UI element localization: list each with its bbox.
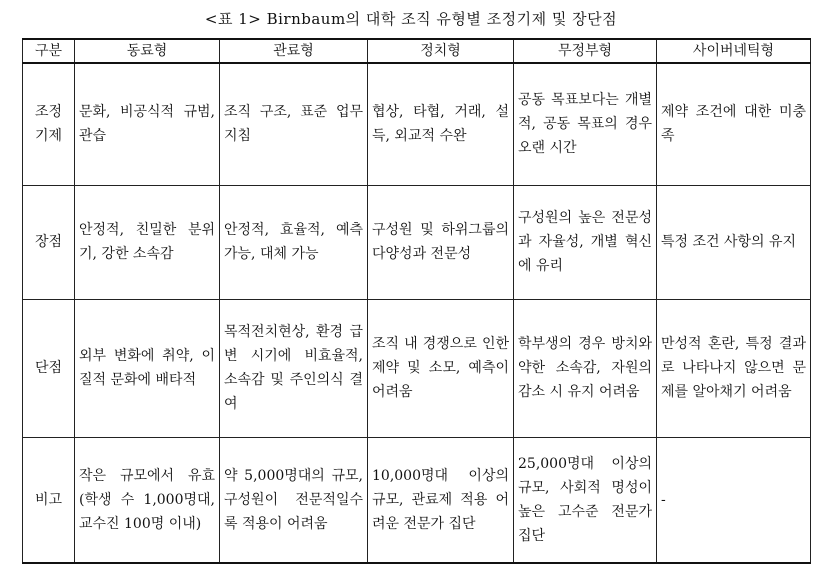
cell-text: 10,000명대 이상의 규모, 관료제 적용 어려운 전문가 집단 — [372, 467, 509, 532]
table-row — [23, 185, 811, 299]
row-header-weaknesses — [23, 299, 75, 437]
cell-text: 조직 구조, 표준 업무지침 — [224, 104, 363, 145]
table-cell — [657, 437, 811, 563]
cell-text: 안정적, 효율적, 예측 가능, 대체 가능 — [224, 222, 363, 262]
table-cell — [657, 299, 811, 437]
cell-text: 약 5,000명대의 규모, 구성원이 전문적일수록 적용이 어려움 — [224, 467, 363, 532]
cell-text: 조직 내 경쟁으로 인한 제약 및 소모, 예측이 어려움 — [372, 336, 509, 400]
table-cell — [514, 437, 657, 563]
table-row — [23, 63, 811, 185]
table-cell — [368, 185, 514, 299]
table-cell — [75, 299, 220, 437]
table-caption: <표 1> Birnbaum의 대학 조직 유형별 조정기제 및 장단점 — [204, 10, 618, 28]
row-header-remarks — [23, 437, 75, 563]
cell-text: 구성원 및 하위그룹의 다양성과 전문성 — [372, 222, 509, 262]
cell-text: 외부 변화에 취약, 이질적 문화에 배타적 — [79, 348, 215, 388]
cell-text: 문화, 비공식적 규범, 관습 — [79, 104, 215, 145]
table-cell — [514, 185, 657, 299]
row-label: 비고 — [34, 491, 63, 508]
cell-text: 협상, 타협, 거래, 설득, 외교적 수완 — [372, 104, 509, 145]
row-label: 장점 — [34, 234, 63, 250]
row-label: 조정 기제 — [34, 104, 63, 145]
table-row — [23, 437, 811, 563]
column-header-anarchical: 무정부형 — [514, 39, 657, 63]
table-cell — [220, 437, 368, 563]
table-cell — [75, 185, 220, 299]
column-header-political: 정치형 — [368, 39, 514, 63]
table-cell — [220, 185, 368, 299]
table-cell — [368, 63, 514, 185]
table-cell — [75, 437, 220, 563]
column-header-bureaucratic: 관료형 — [220, 39, 368, 63]
table-cell — [220, 299, 368, 437]
cell-text: 만성적 혼란, 특정 결과로 나타나지 않으면 문제를 알아채기 어려움 — [661, 336, 806, 400]
cell-text: 특정 조건 사항의 유지 — [661, 234, 797, 250]
row-header-strengths — [23, 185, 75, 299]
table-cell — [220, 63, 368, 185]
cell-text: 제약 조건에 대한 미충족 — [661, 104, 806, 145]
row-header-coordination — [23, 63, 75, 185]
table-cell — [657, 63, 811, 185]
column-header-cybernetic: 사이버네틱형 — [657, 39, 811, 63]
cell-text: 작은 규모에서 유효(학생 수 1,000명대, 교수진 100명 이내) — [79, 467, 215, 532]
table-row — [23, 299, 811, 437]
cell-text: - — [661, 491, 666, 508]
cell-text: 구성원의 높은 전문성과 자율성, 개별 혁신에 유리 — [518, 210, 652, 274]
column-header-category: 구분 — [23, 39, 75, 63]
cell-text: 목적전치현상, 환경 급변 시기에 비효율적, 소속감 및 주인의식 결여 — [224, 324, 363, 412]
table-cell — [514, 299, 657, 437]
table-cell — [657, 185, 811, 299]
table-cell — [368, 299, 514, 437]
cell-text: 학부생의 경우 방치와 약한 소속감, 자원의 감소 시 유지 어려움 — [518, 336, 652, 400]
row-label: 단점 — [34, 360, 63, 376]
column-header-collegial: 동료형 — [75, 39, 220, 63]
header-row — [23, 39, 811, 63]
organization-type-table — [22, 38, 811, 564]
table-cell — [368, 437, 514, 563]
cell-text: 25,000명대 이상의 규모, 사회적 명성이 높은 고수준 전문가 집단 — [518, 455, 652, 544]
table-cell — [514, 63, 657, 185]
cell-text: 공동 목표보다는 개별적, 공동 목표의 경우 오랜 시간 — [518, 92, 652, 157]
table-cell — [75, 63, 220, 185]
cell-text: 안정적, 친밀한 분위기, 강한 소속감 — [79, 222, 215, 262]
